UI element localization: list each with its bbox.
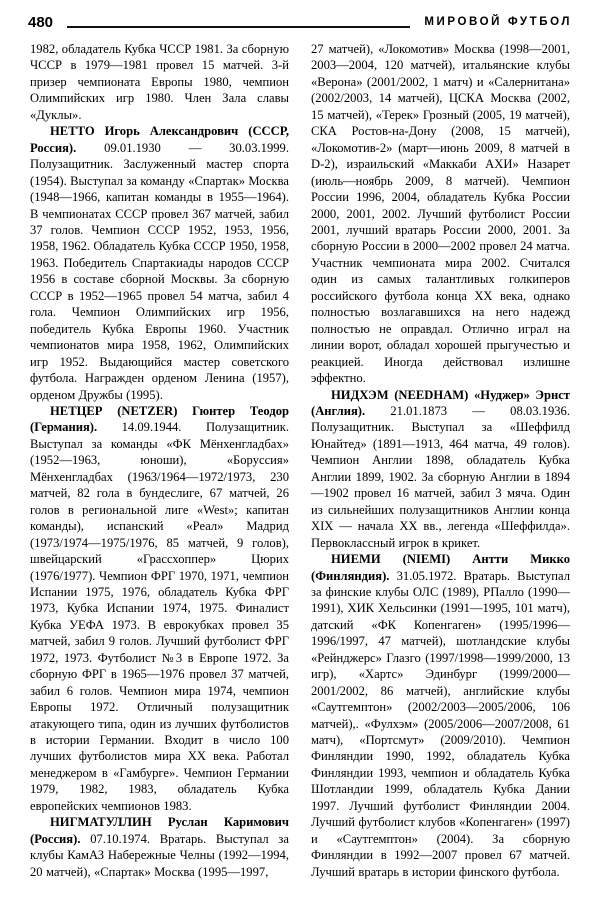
entry-netto (30, 123, 289, 403)
entry-nigmatullin (30, 814, 289, 880)
entry-headword: НЕТТО Игорь Александрович (СССР, Россия). (30, 124, 289, 155)
section-title: МИРОВОЙ ФУТБОЛ (424, 15, 572, 28)
paragraph-continuation: 27 матчей), «Локомотив» Москва (1998—2001, 2003—2004, 120 матчей), итальянские клубы «Верона» (2001/2002, 1 матч) и «Салернитана» (2002/2003, 14 матчей), ЦСКА Москва (2002, 15 матчей), «Терек» Грозный (2005, 19 матчей), СКА Ростов-на-Дону (2008, 15 матчей), «Локомотив-2» (март—июнь 2009, 8 матчей в D-2), израильский «Маккаби АХИ» Назарет (июль—ноябрь 2009, 8 матчей). Чемпион России 1996, 2004, обладатель Кубка России 2000, 2001, 2002. Лучший футболист России 2001, лучший вратарь России 2000, 2001. За сборную России в 2000—2002 провел 24 матча. Участник чемпионата мира 2002. Считался один из самых талантливых голкиперов российского футбола конца XX века, однако полностью возлагавшихся на него надежд полностью не оправдал. Отлично играл на линии ворот, обладал хорошей прыгучестью и реакцией. Иногда действовал излишне эффектно. (311, 42, 570, 386)
right-column (311, 41, 570, 896)
entry-niemi (311, 551, 570, 880)
entry-body: 31.05.1972. Вратарь. Выступал за финские клубы ОЛС (1989), РПалло (1990—1991), ХИК Хельсинки (1991—1995, 101 матч), датский «ФК Копенгаген» (1995/1996—1996/1997, 47 матчей), шотландские клубы «Рейнджерс» Глазго (1997/1998—1999/2000, 13 игр), «Хартс» Эдинбург (1999/2000—2001/2002, 86 матчей), английские клубы «Саутгемптон» (2002/2003—2005/2006, 106 матчей),. «Фулхэм» (2005/2006—2007/2008, 61 матч), «Портсмут» (2009/2010). Чемпион Финляндии 1990, 1992, обладатель Кубка Финляндии 1993, чемпион и обладатель Кубка Шотландии 1999, обладатель Кубка Дании 1997. Лучший футболист Финляндии 2004. Лучший футболист клубов «Копенгаген» (1997) и «Саутгемптон» (2004). За сборную Финляндии в 1992—2007 провел 67 матчей. Лучший вратарь в истории финского футбола. (311, 568, 570, 879)
header-rule (67, 26, 410, 28)
entry-body: 14.09.1944. Полузащитник. Выступал за команды «ФК Мёнхенгладбах» (1952—1963, юноши), «Боруссия» Мёнхенгладбах (1963/1964—1972/1973, 230 матчей, 82 гола в бундеслиге, 67 матчей, 26 голов в региональной лиге «West»; капитан команды), испанский «Реал» Мадрид (1973/1974—1975/1976, 85 матчей, 9 голов), швейцарский «Грассхоппер» Цюрих (1976/1977). Чемпион ФРГ 1970, 1971, чемпион Испании 1975, 1976, обладатель Кубка ФРГ 1973, Кубка Испании 1974, 1975. Финалист Кубка УЕФА 1973. В еврокубках провел 35 матчей, забил 9 голов. Лучший футболист ФРГ 1972, 1973. Футболист №3 в Европе 1972. За сборную ФРГ в 1965—1976 провел 37 матчей, забил 6 голов. Чемпион мира 1974, чемпион Европы 1972. Отличный полузащитник атакующего типа, один из лучших футболистов в истории Германии. Входит в число 100 лучших футболистов мира XX века. Работал менеджером в «Гамбурге». Чемпион Германии 1979, 1982, 1983, обладатель Кубка европейских чемпионов 1983. (30, 420, 289, 813)
entry-headword: НИДХЭМ (NEEDHAM) «Нуджер» Эрнст (Англия). (311, 387, 570, 418)
entry-body: 09.01.1930 — 30.03.1999. Полузащитник. Заслуженный мастер спорта (1954). Выступал за команду «Спартак» Москва (1948—1966, капитан команды в 1955—1964). В чемпионатах СССР провел 367 матчей, забил 37 голов. Чемпион СССР 1952, 1953, 1956, 1958, 1962. Обладатель Кубка СССР 1950, 1958, 1963. Победитель Спартакиады народов СССР 1956 в составе сборной Москвы. За сборную СССР в 1952—1965 провел 54 матча, забил 4 гола. Чемпион Олимпийских игр 1956, победитель Кубка Европы 1960. Участник чемпионатов мира 1958, 1962, Олимпийских игр 1952. Выдающийся мастер советского футбола. Награжден орденом Ленина (1957), орденом Дружбы (1995). (30, 140, 290, 402)
entry-headword: НЕТЦЕР (NETZER) Гюнтер Теодор (Германия). (30, 403, 289, 435)
entry-netzer (30, 403, 289, 814)
entry-needham (311, 387, 570, 552)
entry-headword: НИГМАТУЛЛИН Руслан Каримович (Россия). (30, 815, 289, 846)
paragraph-continuation: 1982, обладатель Кубка ЧССР 1981. За сборную ЧССР в 1979—1981 провел 15 матчей. 3-й призер чемпионата Европы 1980, чемпион Олимпийских игр 1980. Член Зала славы «Дуклы». (30, 42, 289, 122)
left-column (30, 41, 289, 896)
text-columns (30, 41, 570, 896)
entry-body: 21.01.1873 — 08.03.1936. Полузащитник. Выступал за «Шеффилд Юнайтед» (1891—1913, 464 матча, 49 голов). Чемпион Англии 1898, обладатель Кубка Англии 1899, 1902. За сборную Англии в 1894—1902 провел 16 матчей, забил 3 мяча. Один из сильнейших полузащитников Англии конца XIX — начала XX вв., легенда «Шеффилда». Первоклассный игрок в крикет. (311, 403, 570, 550)
entry-headword: НИЕМИ (NIEMI) Антти Микко (Финляндия). (311, 552, 570, 583)
running-head (28, 12, 572, 34)
page-number: 480 (28, 14, 54, 31)
entry-body: 07.10.1974. Вратарь. Выступал за клубы КамАЗ Набережные Челны (1992—1994, 20 матчей), «Спартак» Москва (1995—1997, (30, 831, 289, 879)
